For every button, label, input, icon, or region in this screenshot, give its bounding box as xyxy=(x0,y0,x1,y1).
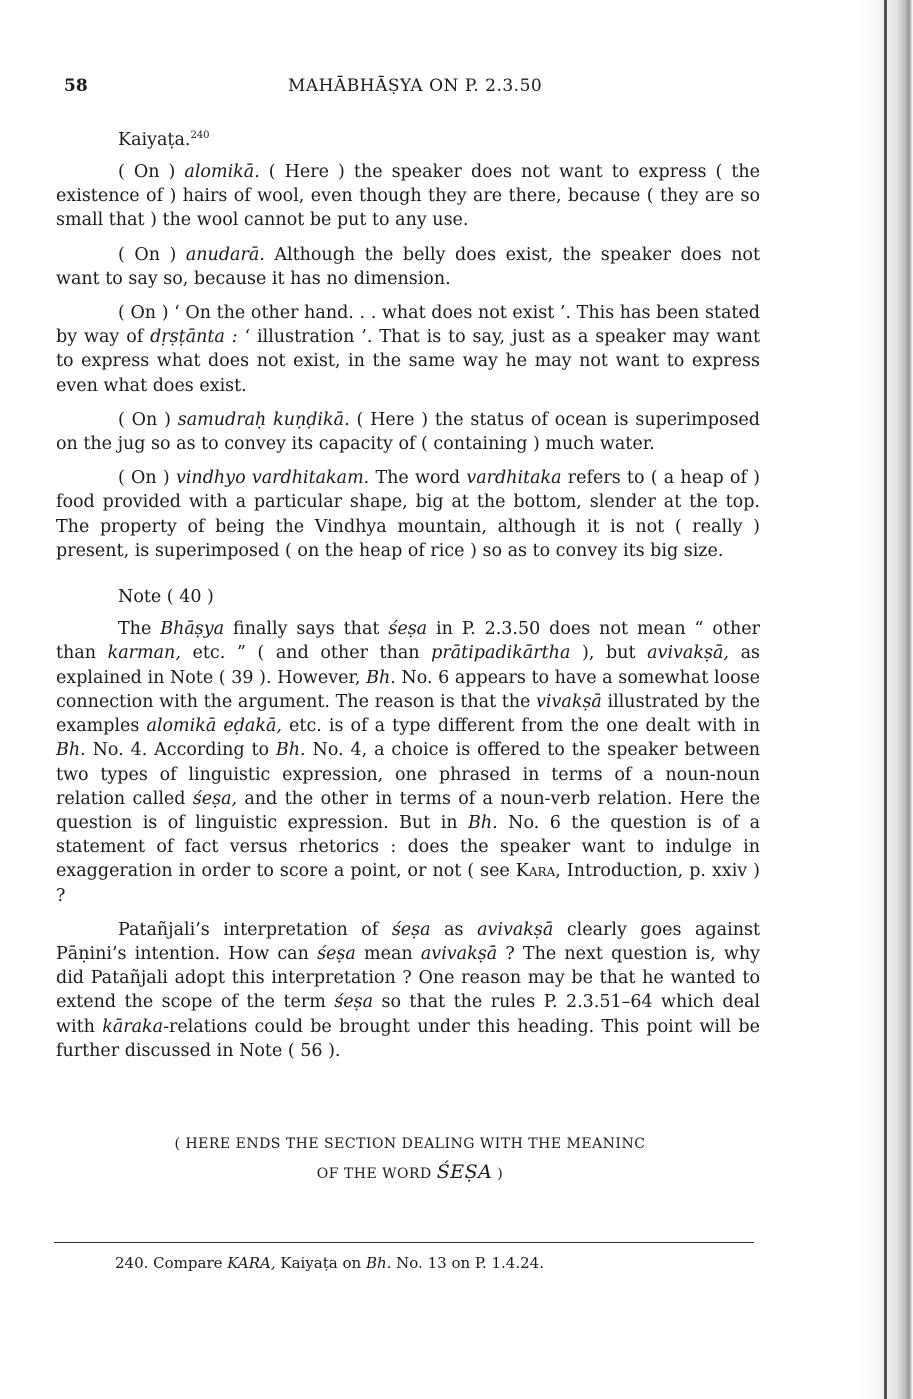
text-run: ‘ illustration ’. That is to say, just as a speaker may want to express what does not exist, in the same way he may not want to express even what does exist. xyxy=(56,327,760,396)
text-run: ( On ) xyxy=(118,468,176,489)
text-run: so that the rules P. 2.3.51–64 which deal with xyxy=(56,992,761,1037)
kaiyata-paragraph-alomika xyxy=(56,160,760,233)
text-run: ( Here ) the speaker does not want to express ( the existence of ) hairs of wool, even though they are there, because ( they are so small that ) the wool cannot be put to any use. xyxy=(56,162,760,231)
text-run: No. 4. According to xyxy=(85,740,276,761)
text-run: finally says that xyxy=(224,619,389,640)
text-run: ( On ) ‘ On the other hand. . . what does not exist ’. This has been stated by way of xyxy=(56,303,760,348)
italic-term: avivakṣā, xyxy=(647,643,729,664)
italic-term: prātipadikārtha xyxy=(431,643,571,664)
italic-term: Bh. xyxy=(56,740,86,761)
text-run: etc. is of a type different from the one dealt with in xyxy=(281,716,761,737)
italic-term: Bh. xyxy=(365,1254,392,1272)
italic-term: karman, xyxy=(107,643,181,664)
text-run: refers to ( a heap of ) food provided with a particular shape, big at the bottom, slender at the top. The property of being the Vindhya mountain, although it is not ( really ) present, is superimposed ( on the heap of rice ) so as to convey its big size. xyxy=(56,468,760,561)
italic-term: samudraḥ kuṇḍikā. xyxy=(177,409,350,430)
italic-term: vindhyo vardhitakam. xyxy=(175,468,370,489)
section-end-line-2: OF THE WORD ŚEṢA ) xyxy=(316,1161,504,1183)
running-title: MAHĀBHĀṢYA ON P. 2.3.50 xyxy=(288,76,543,96)
text-run: , Introduction, p. xxiv ) ? xyxy=(56,861,760,906)
text-run: ? The next question is, why did Patañjali adopt this interpretation ? One reason may be that he wanted to extend the scope of the term xyxy=(56,943,761,1013)
italic-term: Bh. xyxy=(275,740,306,761)
italic-term: Bh. xyxy=(366,667,396,688)
text-run: Kara xyxy=(515,861,556,882)
italic-term: śeṣa, xyxy=(192,788,238,809)
italic-term: KARA, xyxy=(227,1254,276,1272)
text-run: ( Here ) the status of ocean is superimposed on the jug so as to convey its capacity of ( containing ) much water. xyxy=(56,409,760,455)
section-end-note xyxy=(150,1130,670,1188)
page-number: 58 xyxy=(64,76,88,96)
text-run: as xyxy=(430,919,478,940)
footnote-rule xyxy=(54,1242,754,1243)
italic-term: alomikā. xyxy=(184,162,260,183)
footnote-240 xyxy=(115,1254,544,1272)
book-spine-edge xyxy=(884,0,887,1399)
italic-term: vivakṣā xyxy=(536,691,602,712)
text-run: ( On ) xyxy=(118,162,185,183)
text-run: etc. ” ( and other than xyxy=(180,643,432,664)
text-run: No. 6 appears to have a somewhat loose connection with the argument. The reason is that the xyxy=(56,667,761,712)
italic-term: anudarā. xyxy=(185,244,265,265)
italic-term: Bhāṣya xyxy=(160,619,225,640)
text-run: The word xyxy=(369,468,467,489)
text-run: Kaiyaṭa on xyxy=(275,1254,366,1272)
text-run: -relations could be brought under this heading. This point will be further discussed in Note ( 56 ). xyxy=(56,1016,760,1061)
kaiyata-paragraph-vindhyo xyxy=(56,466,760,563)
text-run: No. 13 on P. 1.4.24. xyxy=(391,1254,544,1272)
text-run: Patañjali’s interpretation of xyxy=(118,919,392,940)
italic-term: avivakṣā xyxy=(477,919,554,940)
note-paragraph-bhasya xyxy=(56,617,760,907)
text-run: No. 6 the question is of a statement of fact versus rhetorics : does the speaker want to indulge in exaggeration in order to score a point, or not ( see xyxy=(56,812,760,882)
italic-term: vardhitaka xyxy=(466,468,562,489)
note-paragraph-patanjali xyxy=(56,918,760,1063)
text-run: in P. 2.3.50 does not mean “ other than xyxy=(56,619,760,664)
italic-term: avivakṣā xyxy=(420,943,498,964)
text-run: ( On ) xyxy=(118,409,178,430)
text-run: No. 4, a choice is offered to the speaker between two types of linguistic expression, one phrased in terms of a noun-noun relation called xyxy=(56,740,760,809)
text-run: mean xyxy=(355,943,421,964)
kaiyata-heading: Kaiyaṭa.$^{240}$ xyxy=(118,129,210,150)
text-run: as explained in Note ( 39 ). However, xyxy=(56,643,760,688)
italic-term: śeṣa xyxy=(334,992,374,1013)
kaiyata-paragraph-anudara xyxy=(56,243,760,291)
text-run: ( On ) xyxy=(118,244,186,265)
italic-term: śeṣa xyxy=(317,943,356,964)
italic-term: dṛṣṭānta : xyxy=(150,327,238,348)
italic-term: alomikā eḍakā, xyxy=(146,716,282,737)
italic-term: Bh. xyxy=(468,812,498,833)
italic-term: śeṣa xyxy=(391,919,431,940)
page-header xyxy=(64,76,764,104)
main-text xyxy=(56,124,760,1073)
section-end-line-1: ( HERE ENDS THE SECTION DEALING WITH THE MEANINC xyxy=(174,1136,646,1152)
text-run: ), but xyxy=(570,643,648,664)
text-run: illustrated by the examples xyxy=(56,691,760,737)
text-run: clearly goes against Pāṇini’s intention. How can xyxy=(56,919,760,964)
kaiyata-paragraph-drstanta xyxy=(56,301,760,398)
text-run: Although the belly does exist, the speaker does not want to say so, because it has no dimension. xyxy=(56,244,760,289)
section-end-word: ŚEṢA xyxy=(436,1161,493,1183)
italic-term: kāraka xyxy=(102,1016,164,1037)
note-heading: Note ( 40 ) xyxy=(118,587,214,608)
footnote-ref: 240 xyxy=(190,130,210,141)
text-run: and the other in terms of a noun-verb relation. Here the question is of linguistic expression. But in xyxy=(56,788,760,833)
italic-term: śeṣa xyxy=(388,619,428,640)
text-run: 240. Compare xyxy=(115,1254,228,1272)
kaiyata-paragraph-samudrah xyxy=(56,408,760,456)
text-run: The xyxy=(118,619,161,640)
